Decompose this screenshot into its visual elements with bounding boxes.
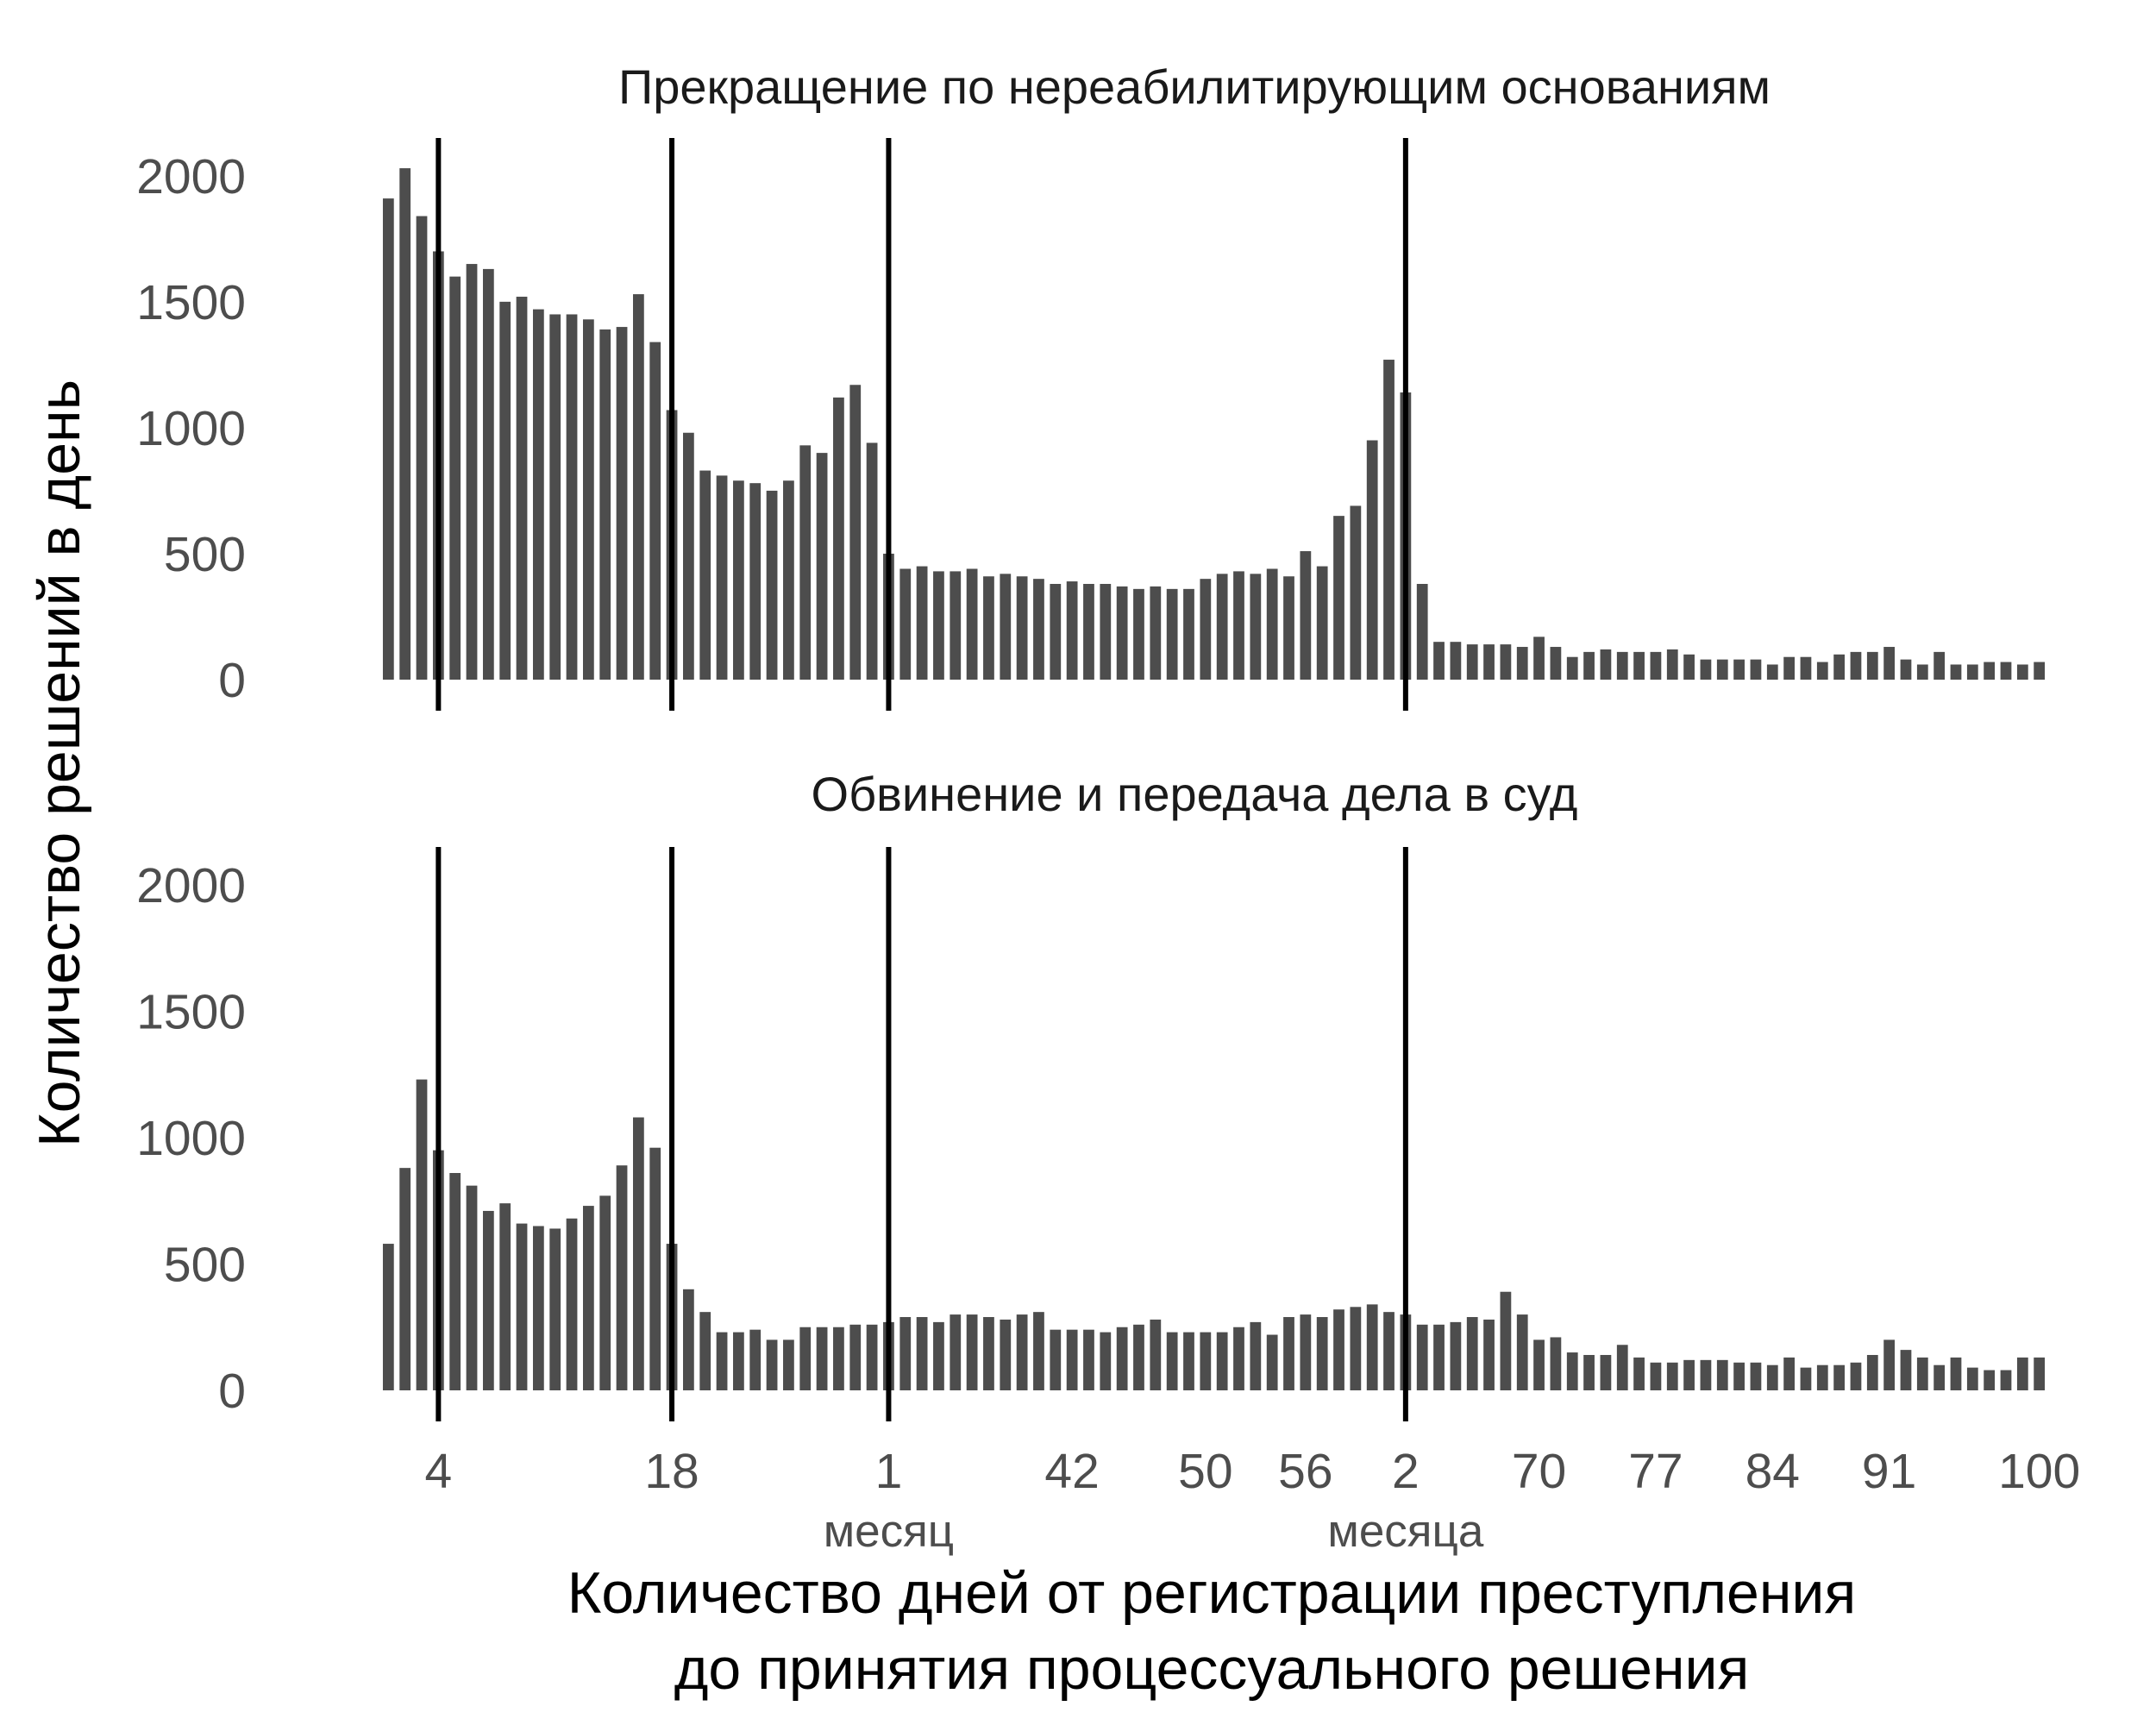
bar: [699, 471, 711, 680]
bar: [533, 310, 544, 680]
bar: [1333, 516, 1344, 680]
panel-title: Обвинение и передача дела в суд: [811, 767, 1578, 821]
bar: [833, 398, 844, 680]
bar: [633, 1118, 644, 1390]
bar: [1067, 1330, 1078, 1390]
bar: [567, 1219, 578, 1390]
bar: [417, 1080, 428, 1390]
bar: [1483, 644, 1495, 680]
y-tick-label: 1500: [136, 274, 246, 330]
bar: [867, 442, 878, 680]
bar: [1300, 551, 1311, 680]
bar: [1651, 1363, 1662, 1390]
bar: [933, 571, 944, 680]
bar: [1851, 652, 1862, 680]
panel-title: Прекращение по нереабилитирующим основаниям: [617, 60, 1771, 114]
bar: [1317, 1317, 1328, 1390]
bar: [1733, 1363, 1745, 1390]
bar: [899, 568, 911, 680]
bar: [1517, 1314, 1528, 1390]
bar: [1984, 662, 1995, 680]
bar: [1833, 655, 1845, 680]
bar: [767, 1339, 778, 1390]
bar: [1833, 1365, 1845, 1390]
bar: [1683, 655, 1695, 680]
y-tick-label: 0: [218, 653, 246, 708]
bar: [1751, 1363, 1762, 1390]
bar: [1100, 584, 1111, 680]
bar: [1150, 586, 1161, 680]
bar: [1367, 1304, 1378, 1390]
bar: [1217, 1333, 1228, 1390]
bar: [1583, 652, 1595, 680]
bar: [1567, 657, 1578, 680]
x-tick-label: 4: [424, 1444, 453, 1499]
bar: [983, 576, 994, 680]
bar: [583, 1206, 594, 1390]
x-tick-label: 2: [1392, 1444, 1420, 1499]
x-tick-label: 42: [1044, 1444, 1100, 1499]
bar: [1350, 505, 1361, 680]
bar: [1917, 664, 1928, 680]
bar: [1617, 652, 1628, 680]
bar: [499, 1203, 511, 1390]
bar: [1583, 1355, 1595, 1390]
bar: [1783, 657, 1795, 680]
bar: [1733, 660, 1745, 680]
y-tick-label: 500: [163, 1237, 246, 1293]
y-tick-label: 2000: [136, 148, 246, 204]
bar: [1417, 1325, 1428, 1390]
bar: [967, 1314, 978, 1390]
bar: [1083, 1330, 1094, 1390]
bar: [2001, 1371, 2012, 1390]
bar: [1934, 1365, 1945, 1390]
y-tick-label: 1500: [136, 984, 246, 1040]
bar: [1601, 1355, 1612, 1390]
bar: [749, 1330, 761, 1390]
bar: [799, 1327, 811, 1390]
bar: [383, 1244, 394, 1390]
bar: [733, 1333, 744, 1390]
x-tick-label: 1: [874, 1444, 903, 1499]
bar: [1767, 1365, 1778, 1390]
bar: [483, 1211, 494, 1390]
bar: [849, 385, 861, 680]
bar: [833, 1327, 844, 1390]
x-tick-label: 56: [1278, 1444, 1333, 1499]
bar: [417, 216, 428, 680]
bar: [1167, 1333, 1178, 1390]
bar: [1751, 660, 1762, 680]
bar: [1183, 1333, 1194, 1390]
bar: [1467, 644, 1478, 680]
bar: [1200, 1333, 1211, 1390]
bar: [2017, 1358, 2028, 1390]
bar: [549, 314, 561, 680]
bar: [1250, 574, 1261, 680]
bar: [1283, 1317, 1294, 1390]
bar: [1917, 1358, 1928, 1390]
bar: [1767, 664, 1778, 680]
bar: [783, 1339, 794, 1390]
bar: [467, 1186, 478, 1390]
bar: [1017, 1314, 1028, 1390]
bar: [2034, 1358, 2045, 1390]
bar: [1350, 1307, 1361, 1390]
bar: [950, 1314, 961, 1390]
bar: [517, 1224, 528, 1390]
panel-termination: [136, 60, 2045, 711]
bar: [967, 568, 978, 680]
x-tick-label: 70: [1511, 1444, 1567, 1499]
bar: [1701, 660, 1712, 680]
y-tick-label: 2000: [136, 857, 246, 913]
bar: [1984, 1371, 1995, 1390]
bar: [1117, 586, 1128, 680]
bar: [1000, 1320, 1011, 1390]
bar: [1483, 1320, 1495, 1390]
bar: [1951, 1358, 1962, 1390]
bar: [1883, 1339, 1895, 1390]
bar: [1851, 1363, 1862, 1390]
bar: [1517, 647, 1528, 680]
bar: [1867, 1355, 1878, 1390]
bar: [1717, 1360, 1728, 1390]
bar: [867, 1325, 878, 1390]
bar: [1383, 1312, 1395, 1390]
x-tick-sublabel: месяц: [823, 1506, 955, 1557]
bar: [1567, 1352, 1578, 1390]
bar: [1033, 1312, 1044, 1390]
bar: [1233, 571, 1244, 680]
bar: [683, 433, 694, 680]
x-tick-label: 84: [1745, 1444, 1800, 1499]
bar: [649, 1148, 661, 1390]
bar: [1383, 360, 1395, 680]
bar: [1533, 637, 1545, 680]
bar: [1050, 584, 1061, 680]
bar: [717, 475, 728, 680]
bar: [599, 329, 611, 680]
bar: [1601, 649, 1612, 680]
x-axis-label-line-1: Количество дней от регистрации преступления: [567, 1560, 1857, 1626]
y-tick-labels: [136, 858, 246, 1419]
bar: [483, 269, 494, 680]
bar: [567, 314, 578, 680]
bar: [1801, 1368, 1812, 1390]
bar: [617, 327, 628, 680]
x-tick-label: 77: [1628, 1444, 1683, 1499]
bar: [1217, 574, 1228, 680]
bar: [683, 1289, 694, 1390]
bar: [1867, 652, 1878, 680]
bar: [983, 1317, 994, 1390]
bar: [1333, 1309, 1344, 1390]
bar: [1417, 584, 1428, 680]
bar: [1667, 649, 1678, 680]
bar: [399, 1168, 411, 1390]
bar: [1017, 576, 1028, 680]
bar: [649, 342, 661, 680]
bar: [1817, 662, 1828, 680]
y-tick-label: 1000: [136, 1110, 246, 1166]
bar: [1133, 1325, 1144, 1390]
y-tick-label: 0: [218, 1364, 246, 1419]
bar: [1701, 1360, 1712, 1390]
bar: [1651, 652, 1662, 680]
bar: [1433, 1325, 1445, 1390]
bars-group: [383, 1080, 2045, 1390]
bar: [2017, 664, 2028, 680]
bar: [1901, 1350, 1912, 1390]
bar: [950, 571, 961, 680]
x-tick-sublabel: месяца: [1327, 1506, 1484, 1557]
bar: [499, 302, 511, 680]
bar: [1683, 1360, 1695, 1390]
bar: [1133, 589, 1144, 680]
bar: [1067, 581, 1078, 680]
bar: [1283, 576, 1294, 680]
bar: [1934, 652, 1945, 680]
bar: [933, 1322, 944, 1390]
bar: [1883, 647, 1895, 680]
bar: [1100, 1333, 1111, 1390]
bar: [1633, 1358, 1645, 1390]
y-axis-label: Количество решений в день: [27, 380, 92, 1147]
bar: [617, 1165, 628, 1390]
bar: [1300, 1314, 1311, 1390]
bar: [733, 480, 744, 680]
bar: [1183, 589, 1194, 680]
bar: [1617, 1345, 1628, 1390]
bar: [449, 277, 461, 680]
bar: [817, 453, 828, 680]
bar: [1801, 657, 1812, 680]
bar: [1717, 660, 1728, 680]
bar: [1533, 1339, 1545, 1390]
x-tick-label: 50: [1178, 1444, 1233, 1499]
bar: [2034, 662, 2045, 680]
bar: [2001, 662, 2012, 680]
bar: [1467, 1317, 1478, 1390]
bar: [1433, 642, 1445, 680]
bar: [717, 1333, 728, 1390]
bar: [1233, 1327, 1244, 1390]
x-tick-labels: [424, 1444, 2080, 1557]
bar: [1667, 1363, 1678, 1390]
bar: [1317, 567, 1328, 680]
x-tick-label: 100: [1998, 1444, 2081, 1499]
bar: [1817, 1365, 1828, 1390]
bar: [583, 319, 594, 680]
bar: [1367, 441, 1378, 680]
bar: [1050, 1330, 1061, 1390]
y-tick-label: 1000: [136, 400, 246, 456]
bar: [1250, 1322, 1261, 1390]
x-axis-label-line-2: до принятия процессуального решения: [674, 1636, 1750, 1702]
bars-group: [383, 168, 2045, 680]
bar: [1117, 1327, 1128, 1390]
bar: [917, 1317, 928, 1390]
bar: [1451, 1322, 1462, 1390]
bar: [1033, 579, 1044, 680]
bar: [1167, 589, 1178, 680]
bar: [1501, 1292, 1512, 1390]
bar: [849, 1325, 861, 1390]
bar: [1083, 584, 1094, 680]
bar: [817, 1327, 828, 1390]
bar: [549, 1228, 561, 1390]
panel-indictment: [136, 767, 2045, 1421]
y-tick-label: 500: [163, 526, 246, 582]
bar: [1501, 644, 1512, 680]
bar: [1951, 664, 1962, 680]
bar: [399, 168, 411, 680]
bar: [467, 264, 478, 680]
bar: [1551, 1337, 1562, 1390]
x-tick-label: 91: [1861, 1444, 1917, 1499]
y-tick-labels: [136, 149, 246, 708]
bar: [783, 480, 794, 680]
bar: [517, 297, 528, 680]
bar: [533, 1226, 544, 1390]
x-tick-label: 18: [644, 1444, 699, 1499]
bar: [1967, 1368, 1978, 1390]
bar: [1000, 574, 1011, 680]
bar: [1967, 664, 1978, 680]
bar: [1150, 1320, 1161, 1390]
bar: [917, 567, 928, 680]
bar: [767, 491, 778, 680]
bar: [449, 1173, 461, 1390]
bar: [1267, 568, 1278, 680]
bar: [1633, 652, 1645, 680]
bar: [699, 1312, 711, 1390]
bar: [1901, 660, 1912, 680]
bar: [383, 198, 394, 680]
bar: [599, 1195, 611, 1390]
bar: [1783, 1358, 1795, 1390]
bar: [749, 483, 761, 680]
bar: [633, 294, 644, 680]
bar: [1267, 1335, 1278, 1390]
bar: [899, 1317, 911, 1390]
bar: [1451, 642, 1462, 680]
bar: [1551, 647, 1562, 680]
bar: [799, 445, 811, 680]
bar: [1200, 579, 1211, 680]
